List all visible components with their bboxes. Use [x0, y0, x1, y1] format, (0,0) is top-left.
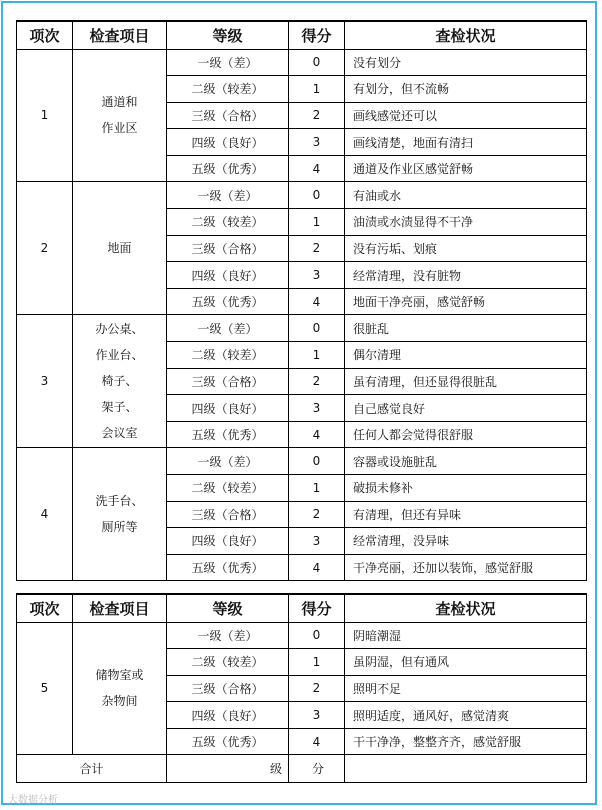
watermark: 大数据分析	[8, 795, 58, 806]
status-cell: 有划分，但不流畅	[345, 76, 587, 103]
status-cell: 有油或水	[345, 182, 587, 209]
header-row	[17, 594, 587, 622]
score-cell: 3	[289, 702, 345, 729]
grade-cell: 二级（较差）	[167, 649, 289, 676]
score-cell: 0	[289, 448, 345, 475]
table-row	[17, 49, 587, 76]
status-cell: 容器或设施脏乱	[345, 448, 587, 475]
score-cell: 1	[289, 342, 345, 369]
status-cell: 画线清楚，地面有清扫	[345, 129, 587, 156]
inspection-item	[73, 448, 167, 581]
status-cell: 虽有清理，但还显得很脏乱	[345, 368, 587, 395]
item-number: 2	[17, 182, 73, 315]
score-cell: 3	[289, 395, 345, 422]
score-cell: 3	[289, 129, 345, 156]
item-number: 1	[17, 49, 73, 182]
score-cell: 1	[289, 649, 345, 676]
header-cell: 查检状况	[345, 594, 587, 622]
grade-cell: 五级（优秀）	[167, 288, 289, 315]
score-cell: 4	[289, 155, 345, 182]
inspection-item-line: 杂物间	[101, 694, 138, 709]
inspection-item-line: 架子、	[101, 400, 138, 415]
status-cell: 照明适度，通风好，感觉清爽	[345, 702, 587, 729]
inspection-item	[73, 315, 167, 448]
grade-cell: 四级（良好）	[167, 129, 289, 156]
score-cell: 3	[289, 528, 345, 555]
inspection-item-line: 厕所等	[101, 520, 138, 535]
score-cell: 4	[289, 288, 345, 315]
header-cell: 检查项目	[73, 21, 167, 49]
inspection-item	[73, 49, 167, 182]
grade-cell: 四级（良好）	[167, 262, 289, 289]
header-cell: 项次	[17, 594, 73, 622]
inspection-table-2	[16, 593, 587, 783]
score-cell: 4	[289, 421, 345, 448]
inspection-item-line: 洗手台、	[95, 494, 144, 509]
header-cell: 得分	[289, 594, 345, 622]
status-cell: 偶尔清理	[345, 342, 587, 369]
status-cell: 经常清理，没异味	[345, 528, 587, 555]
inspection-item-line: 储物室或	[95, 668, 144, 683]
table-row	[17, 315, 587, 342]
status-cell: 有清理，但还有异味	[345, 501, 587, 528]
grade-cell: 三级（合格）	[167, 675, 289, 702]
inspection-item-line: 通道和	[101, 95, 138, 110]
table-row	[17, 182, 587, 209]
total-score-unit: 分	[289, 755, 345, 783]
status-cell: 干干净净，整整齐齐，感觉舒服	[345, 728, 587, 755]
status-cell: 阴暗潮湿	[345, 622, 587, 649]
total-status	[345, 755, 587, 783]
score-cell: 4	[289, 728, 345, 755]
inspection-item	[73, 622, 167, 755]
status-cell: 破损未修补	[345, 475, 587, 502]
inspection-item-line: 办公桌、	[95, 322, 144, 337]
header-cell: 等级	[167, 594, 289, 622]
inspection-item-line: 地面	[107, 241, 132, 256]
inspection-item-line: 作业区	[101, 121, 138, 136]
grade-cell: 四级（良好）	[167, 395, 289, 422]
score-cell: 0	[289, 622, 345, 649]
grade-cell: 二级（较差）	[167, 475, 289, 502]
score-cell: 2	[289, 102, 345, 129]
score-cell: 0	[289, 182, 345, 209]
grade-cell: 一级（差）	[167, 448, 289, 475]
grade-cell: 二级（较差）	[167, 76, 289, 103]
score-cell: 2	[289, 501, 345, 528]
grade-cell: 三级（合格）	[167, 235, 289, 262]
status-cell: 地面干净亮丽，感觉舒畅	[345, 288, 587, 315]
header-cell: 得分	[289, 21, 345, 49]
grade-cell: 一级（差）	[167, 315, 289, 342]
status-cell: 经常清理，没有脏物	[345, 262, 587, 289]
grade-cell: 一级（差）	[167, 182, 289, 209]
status-cell: 画线感觉还可以	[345, 102, 587, 129]
header-cell: 等级	[167, 21, 289, 49]
status-cell: 虽阴湿，但有通风	[345, 649, 587, 676]
inspection-item-line: 椅子、	[101, 374, 138, 389]
score-cell: 1	[289, 475, 345, 502]
header-cell: 查检状况	[345, 21, 587, 49]
grade-cell: 五级（优秀）	[167, 155, 289, 182]
score-cell: 3	[289, 262, 345, 289]
score-cell: 2	[289, 235, 345, 262]
header-cell: 检查项目	[73, 594, 167, 622]
grade-cell: 五级（优秀）	[167, 728, 289, 755]
score-cell: 1	[289, 209, 345, 236]
status-cell: 通道及作业区感觉舒畅	[345, 155, 587, 182]
header-cell: 项次	[17, 21, 73, 49]
grade-cell: 三级（合格）	[167, 501, 289, 528]
status-cell: 没有划分	[345, 49, 587, 76]
table-row	[17, 622, 587, 649]
inspection-item-line: 会议室	[101, 426, 138, 441]
grade-cell: 二级（较差）	[167, 209, 289, 236]
score-cell: 1	[289, 76, 345, 103]
grade-cell: 五级（优秀）	[167, 421, 289, 448]
status-cell: 油渍或水渍显得不干净	[345, 209, 587, 236]
status-cell: 很脏乱	[345, 315, 587, 342]
status-cell: 没有污垢、划痕	[345, 235, 587, 262]
status-cell: 任何人都会觉得很舒服	[345, 421, 587, 448]
score-cell: 2	[289, 675, 345, 702]
grade-cell: 四级（良好）	[167, 528, 289, 555]
grade-cell: 五级（优秀）	[167, 554, 289, 581]
grade-cell: 一级（差）	[167, 49, 289, 76]
header-row	[17, 21, 587, 49]
item-number: 4	[17, 448, 73, 581]
total-grade-unit: 级	[167, 755, 289, 783]
table-row	[17, 448, 587, 475]
grade-cell: 三级（合格）	[167, 102, 289, 129]
score-cell: 2	[289, 368, 345, 395]
item-number: 3	[17, 315, 73, 448]
total-label: 合计	[17, 755, 167, 783]
inspection-item-line: 作业台、	[95, 348, 144, 363]
grade-cell: 三级（合格）	[167, 368, 289, 395]
inspection-table-1	[16, 20, 587, 581]
grade-cell: 一级（差）	[167, 622, 289, 649]
inspection-item	[73, 182, 167, 315]
grade-cell: 二级（较差）	[167, 342, 289, 369]
status-cell: 自己感觉良好	[345, 395, 587, 422]
score-cell: 4	[289, 554, 345, 581]
score-cell: 0	[289, 49, 345, 76]
grade-cell: 四级（良好）	[167, 702, 289, 729]
total-row	[17, 755, 587, 783]
score-cell: 0	[289, 315, 345, 342]
item-number: 5	[17, 622, 73, 755]
status-cell: 照明不足	[345, 675, 587, 702]
status-cell: 干净亮丽，还加以装饰，感觉舒服	[345, 554, 587, 581]
